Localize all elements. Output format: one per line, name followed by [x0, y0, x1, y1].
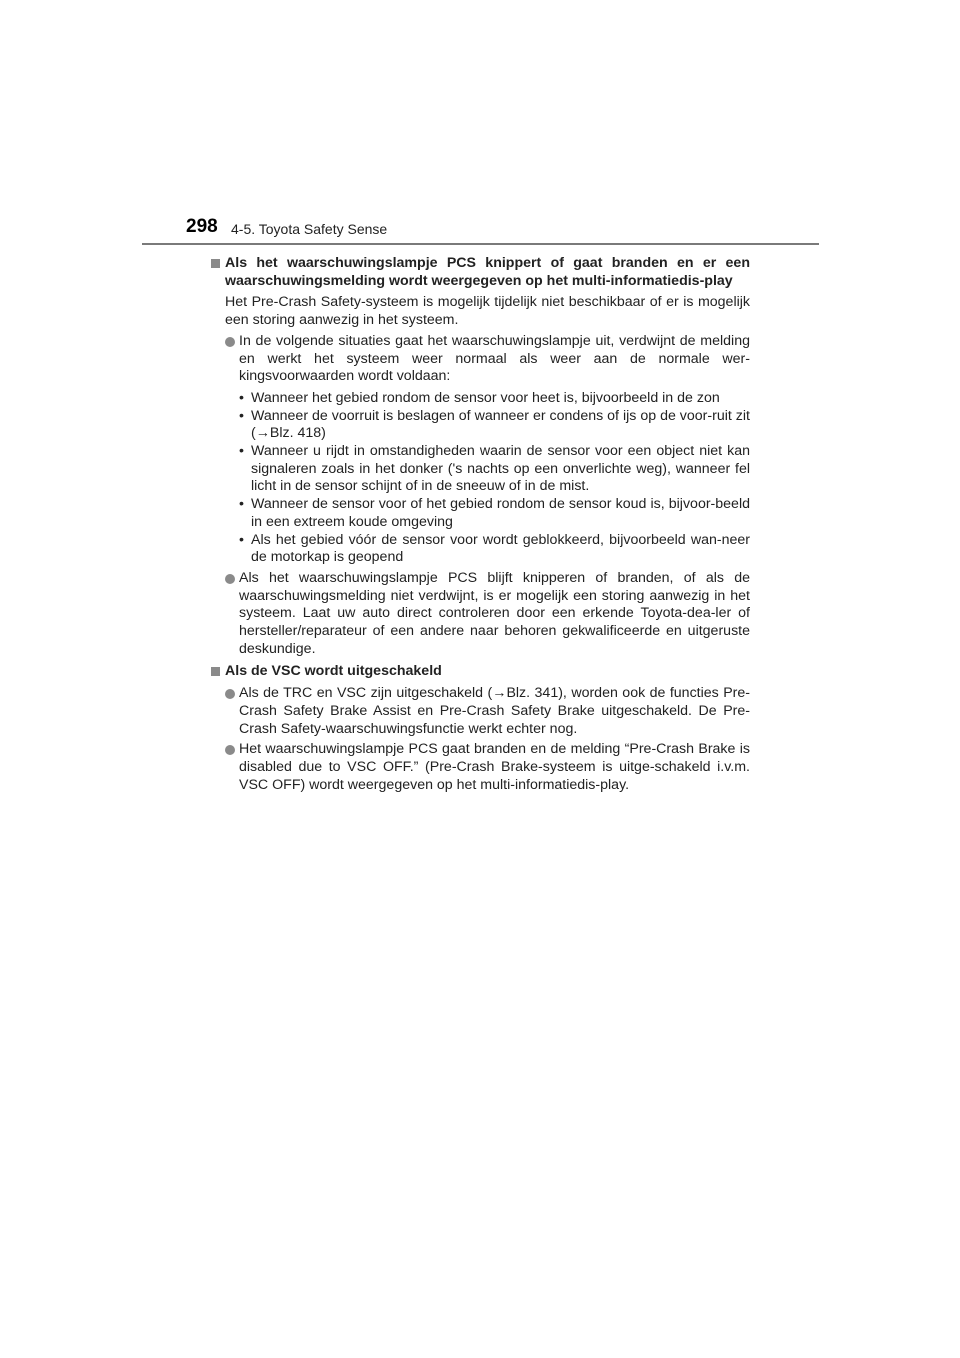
- condition-text: Wanneer u rijdt in omstandigheden waarin de sensor voor een object niet kan signaleren zoals in het donker ('s nachts op een onverlichte weg), wanneer fel licht in de sensor schijnt of in de sneeuw of in de mist.: [251, 443, 750, 495]
- heading-text: Als het waarschuwingslampje PCS knippert of gaat branden en er een waarschuwingsmelding wordt weergegeven op het multi-informatiedis-play: [225, 255, 750, 289]
- bullet-text: Als de TRC en VSC zijn uitgeschakeld (→Blz. 341), worden ook de functies Pre-Crash Safety Brake Assist en Pre-Crash Safety Brake uitgeschakeld. De Pre-Crash Safety-waarschuwingsfunctie werkt echter nog.: [239, 685, 750, 737]
- conditions-list: [211, 390, 750, 567]
- list-item: [211, 443, 750, 496]
- dot-bullet-icon: •: [239, 407, 244, 424]
- intro-paragraph: Het Pre-Crash Safety-systeem is mogelijk tijdelijk niet beschikbaar of er is mogelijk een storing aanwezig in het systeem.: [225, 294, 750, 329]
- square-marker-icon: [211, 259, 220, 268]
- list-item: [211, 496, 750, 531]
- page-content: [211, 255, 750, 797]
- circle-bullet-icon: [225, 745, 235, 755]
- list-item: [211, 390, 750, 408]
- heading-text: Als de VSC wordt uitgeschakeld: [225, 663, 442, 680]
- dot-bullet-icon: •: [239, 496, 244, 513]
- bullet-text: Als het waarschuwingslampje PCS blijft knipperen of branden, of als de waarschuwingsmelding niet verdwijnt, is er mogelijk een storing aanwezig in het systeem. Laat uw auto direct controleren door een erkende Toyota-dea-ler of hersteller/reparateur of een andere naar behoren gekwalificeerde en uitgeruste deskundige.: [239, 569, 750, 657]
- list-item: [211, 741, 750, 794]
- condition-text: Wanneer het gebied rondom de sensor voor heet is, bijvoorbeeld in de zon: [251, 389, 720, 406]
- list-item: [211, 333, 750, 386]
- list-item: [211, 408, 750, 443]
- condition-text: Wanneer de sensor voor of het gebied rondom de sensor koud is, bijvoor-beeld in een extreem koude omgeving: [251, 496, 750, 530]
- list-item: [211, 685, 750, 738]
- dot-bullet-icon: •: [239, 531, 244, 548]
- list-item: [211, 570, 750, 659]
- circle-bullet-icon: [225, 689, 235, 699]
- section-title: 4-5. Toyota Safety Sense: [231, 221, 388, 237]
- bullet-text: In de volgende situaties gaat het waarschuwingslampje uit, verdwijnt de melding en werkt het systeem weer normaal als weer aan de normale wer-kingsvoorwaarden wordt voldaan:: [239, 332, 750, 385]
- condition-text: Als het gebied vóór de sensor voor wordt geblokkeerd, bijvoorbeeld wan-neer de motorkap is geopend: [251, 531, 750, 566]
- list-item: [211, 532, 750, 567]
- section-heading-pcs-warning: [211, 255, 750, 290]
- bullet-text: Het waarschuwingslampje PCS gaat branden en de melding “Pre-Crash Brake is disabled due to VSC OFF.” (Pre-Crash Brake-systeem is uitge-schakeld i.v.m. VSC OFF) wordt weergegeven op het multi-informatiedis-play.: [239, 741, 750, 793]
- section-heading-vsc-off: [211, 663, 750, 681]
- circle-bullet-icon: [225, 337, 235, 347]
- condition-text: Wanneer de voorruit is beslagen of wanneer er condens of ijs op de voor-ruit zit (→Blz. 418): [251, 407, 750, 442]
- page-number: 298: [186, 216, 218, 237]
- dot-bullet-icon: •: [239, 443, 244, 460]
- dot-bullet-icon: •: [239, 389, 244, 406]
- circle-bullet-icon: [225, 574, 235, 584]
- header-rule: [142, 243, 819, 245]
- square-marker-icon: [211, 667, 220, 676]
